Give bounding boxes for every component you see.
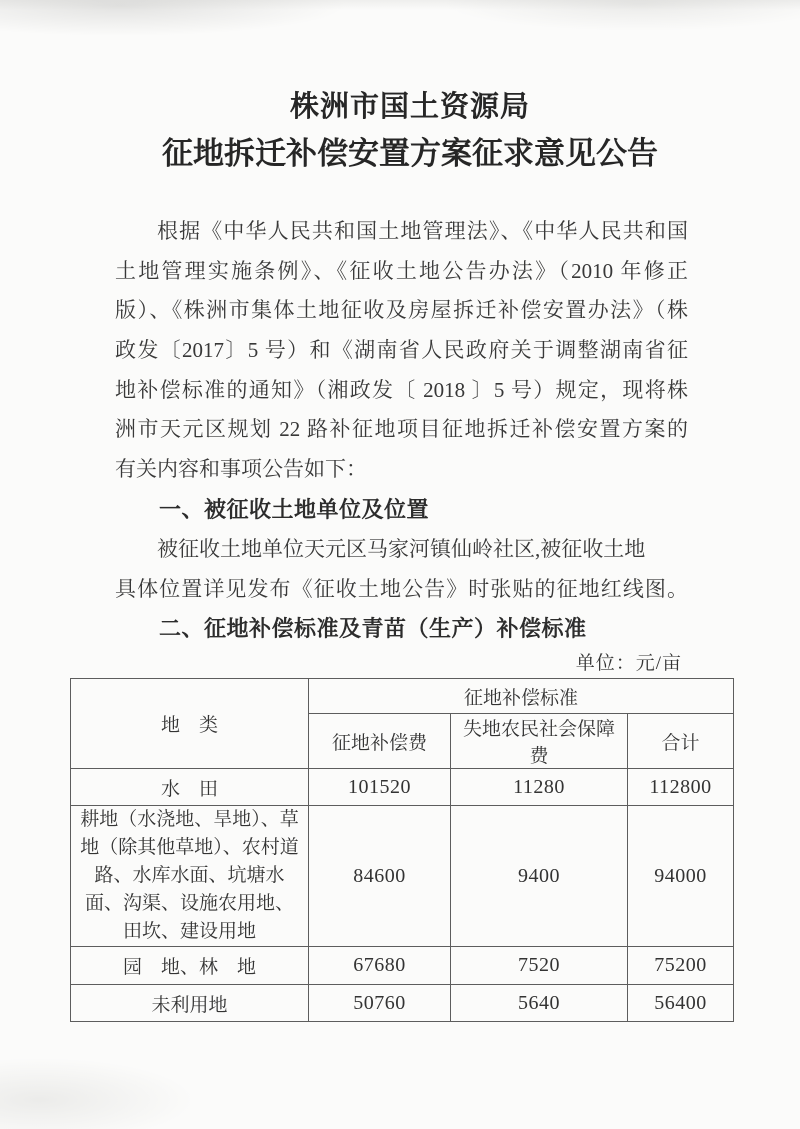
total-cell: 75200 — [628, 947, 734, 985]
section1-heading: 一、被征收土地单位及位置 — [159, 496, 430, 522]
table-row — [71, 947, 734, 985]
comp-fee-cell: 67680 — [309, 947, 451, 985]
paragraph1-line: 地补偿标准的通知》（湘政发〔 2018 〕5 号）规定，现将株 — [115, 377, 688, 402]
document-body — [115, 212, 688, 649]
document-title-org: 株洲市国土资源局 — [289, 91, 530, 123]
land-type-cell: 水 田 — [71, 769, 309, 806]
land-type-cell: 园 地、林 地 — [71, 947, 309, 985]
section1-line: 具体位置详见发布《征收土地公告》时张贴的征地红线图。 — [115, 576, 688, 601]
paragraph1-line: 洲市天元区规划 22 路补征地项目征地拆迁补偿安置方案的 — [115, 417, 688, 442]
comp-fee-cell: 84600 — [309, 806, 451, 947]
land-type-cell: 未利用地 — [71, 985, 309, 1022]
social-fee-cell: 5640 — [451, 985, 628, 1022]
header-total: 合计 — [628, 714, 734, 769]
total-cell: 94000 — [628, 806, 734, 947]
paragraph1-line: 根据《中华人民共和国土地管理法》、《中华人民共和国 — [157, 219, 688, 243]
document-title-main: 征地拆迁补偿安置方案征求意见公告 — [162, 136, 658, 171]
header-social-security-fee: 失地农民社会保障费 — [451, 714, 628, 769]
table-row — [71, 806, 734, 947]
land-type-cell: 耕地（水浇地、旱地）、草地（除其他草地）、农村道路、水库水面、坑塘水面、沟渠、设施农用地、田坎、建设用地 — [71, 806, 309, 947]
section2-heading: 二、征地补偿标准及青苗（生产）补偿标准 — [159, 616, 587, 642]
total-cell: 112800 — [628, 769, 734, 806]
table-row — [71, 985, 734, 1022]
section1-line: 被征收土地单位天元区马家河镇仙岭社区,被征收土地 — [157, 536, 646, 561]
paragraph1-line: 有关内容和事项公告如下： — [115, 457, 367, 482]
social-fee-cell: 7520 — [451, 947, 628, 985]
total-cell: 56400 — [628, 985, 734, 1022]
social-fee-cell: 11280 — [451, 769, 628, 806]
comp-fee-cell: 50760 — [309, 985, 451, 1022]
header-compensation-standard: 征地补偿标准 — [309, 679, 734, 714]
header-land-comp-fee: 征地补偿费 — [309, 714, 451, 769]
social-fee-cell: 9400 — [451, 806, 628, 947]
table-header-row-group — [71, 679, 734, 714]
header-land-type: 地 类 — [71, 679, 309, 769]
comp-fee-cell: 101520 — [309, 769, 451, 806]
compensation-table — [70, 678, 734, 1022]
table-row — [71, 769, 734, 806]
table-unit-note: 单位：元/亩 — [575, 653, 682, 674]
paragraph1-line: 政发〔2017〕5 号）和《湖南省人民政府关于调整湖南省征 — [115, 338, 688, 363]
paragraph1-line: 版）、《株洲市集体土地征收及房屋拆迁补偿安置办法》（株 — [115, 298, 688, 323]
paragraph1-line: 土地管理实施条例》、《征收土地公告办法》（2010 年修正 — [115, 258, 688, 283]
